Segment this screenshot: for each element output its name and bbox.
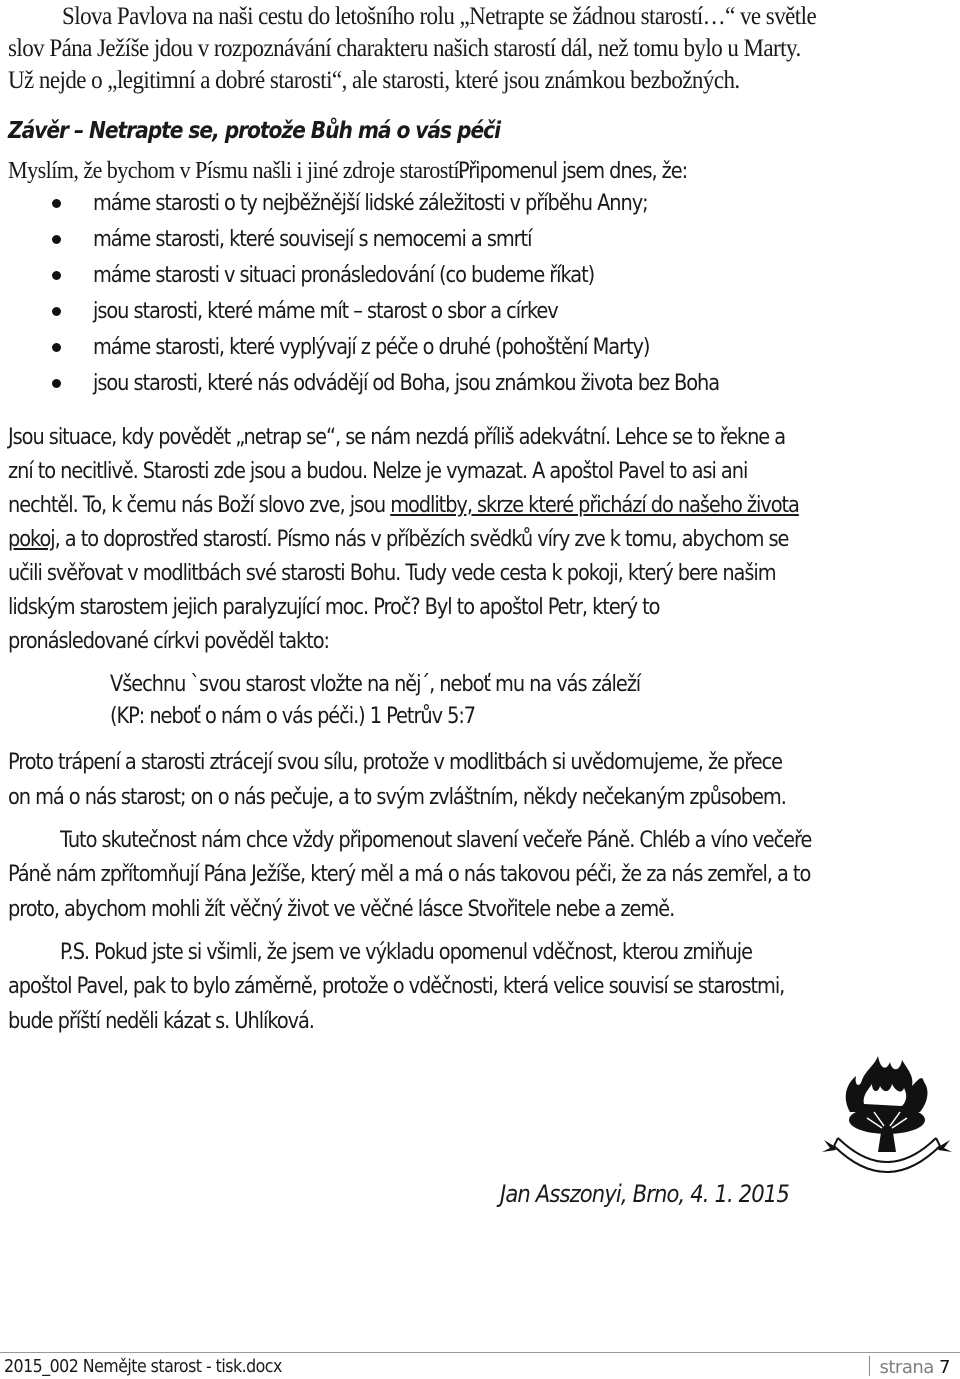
para2-line-2: on má o nás starost; on o nás pečuje, a to svým zvláštním, někdy nečekaným způsobem.: [8, 785, 786, 810]
para1-line-3a: nechtěl. To, k čemu nás Boží slovo zve, jsou: [8, 493, 391, 518]
list-item: [0, 186, 960, 222]
bullet-icon: [52, 379, 61, 388]
section-heading: Závěr – Netrapte se, protože Bůh má o vás péči: [8, 118, 500, 144]
page-label: strana: [879, 1357, 934, 1378]
para1-line-4a: pokoj: [8, 527, 55, 552]
intro-line-2: slov Pána Ježíše jdou v rozpoznávání charakteru našich starostí dál, než tomu bylo u Marty.: [8, 35, 801, 62]
bullet-icon: [52, 199, 61, 208]
para1-line-4: [8, 523, 788, 557]
list-item-text: máme starosti v situaci pronásledování (co budeme říkat): [93, 263, 595, 288]
burning-bush-icon: [812, 1048, 960, 1178]
lead-part-1: Myslím, že bychom v Písmu našli i jiné zdroje starostí.: [8, 158, 464, 184]
list-item-text: jsou starosti, které máme mít – starost o sbor a církev: [93, 299, 558, 324]
para4-line-3: bude příští neděli kázat s. Uhlíková.: [8, 1009, 314, 1034]
quote-line-2: (KP: neboť o nám o vás péči.) 1 Petrův 5:7: [110, 704, 476, 729]
list-item: [0, 294, 960, 330]
para1-line-3: [8, 489, 799, 523]
lead-line: [8, 154, 718, 189]
para1-line-4b: , a to doprostřed starostí. Písmo nás v příbězích svědků víry zve k tomu, abychom se: [54, 527, 789, 552]
para3-line-2: Páně nám zpřítomňují Pána Ježíše, který měl a má o nás takovou péči, že za nás zemřel, a to: [8, 862, 811, 887]
list-item: [0, 366, 960, 402]
para4-line-2: apoštol Pavel, pak to bylo záměrně, protože o vděčnosti, která velice souvisí se starostmi,: [8, 974, 785, 999]
intro-line-3: Už nejde o „legitimní a dobré starosti“, ale starosti, které jsou známkou bezbožných.: [8, 67, 740, 94]
para3-line-1: Tuto skutečnost nám chce vždy připomenout slavení večeře Páně. Chléb a víno večeře: [60, 828, 812, 853]
burning-bush-emblem: [812, 1048, 960, 1178]
page-number: 7: [939, 1357, 950, 1378]
footer-filename: 2015_002 Nemějte starost - tisk.docx: [4, 1356, 282, 1377]
para1-line-1: Jsou situace, kdy povědět „netrap se“, se nám nezdá příliš adekvátní. Lehce se to řekne a: [8, 425, 786, 450]
quote-line-1: Všechnu `svou starost vložte na něj´, neboť mu na vás záleží: [110, 672, 641, 697]
para1-line-7: pronásledované církvi pověděl takto:: [8, 629, 330, 654]
footer-separator: [869, 1356, 870, 1376]
bullet-icon: [52, 343, 61, 352]
list-item-text: jsou starosti, které nás odvádějí od Boha, jsou známkou života bez Boha: [93, 371, 720, 396]
bullet-icon: [52, 235, 61, 244]
bullet-icon: [52, 307, 61, 316]
intro-line-1: Slova Pavlova na naši cestu do letošního rolu „Netrapte se žádnou starostí…“ ve světle: [62, 3, 817, 30]
list-item-text: máme starosti, které souvisejí s nemocemi a smrtí: [93, 227, 532, 252]
list-item-text: máme starosti o ty nejběžnější lidské záležitosti v příběhu Anny;: [93, 191, 648, 216]
footer-divider: [0, 1352, 960, 1353]
list-item-text: máme starosti, které vyplývají z péče o druhé (pohoštění Marty): [93, 335, 650, 360]
list-item: [0, 330, 960, 366]
footer-page-indicator: [869, 1356, 951, 1378]
para4-line-1: P.S. Pokud jste si všimli, že jsem ve výkladu opomenul vděčnost, kterou zmiňuje: [60, 940, 752, 965]
para1-line-2: zní to necitlivě. Starosti zde jsou a budou. Nelze je vymazat. A apoštol Pavel to asi ani: [8, 459, 748, 484]
para2-line-1: Proto trápení a starosti ztrácejí svou sílu, protože v modlitbách si uvědomujeme, že přece: [8, 750, 783, 775]
list-item: [0, 258, 960, 294]
signature: Jan Asszonyi, Brno, 4. 1. 2015: [500, 1180, 789, 1208]
para3-line-3: proto, abychom mohli žít věčný život ve věčné lásce Stvořitele nebe a země.: [8, 897, 675, 922]
lead-part-2: Připomenul jsem dnes, že:: [457, 159, 687, 184]
para1-line-5: učili svěřovat v modlitbách své starosti Bohu. Tudy vede cesta k pokoji, který bere našim: [8, 561, 776, 586]
bullet-icon: [52, 271, 61, 280]
bullet-list: [0, 186, 960, 402]
para1-line-6: lidským starostem jejich paralyzující moc. Proč? Byl to apoštol Petr, který to: [8, 595, 660, 620]
para1-line-3b: modlitby, skrze které přichází do našeho života: [390, 493, 799, 518]
list-item: [0, 222, 960, 258]
